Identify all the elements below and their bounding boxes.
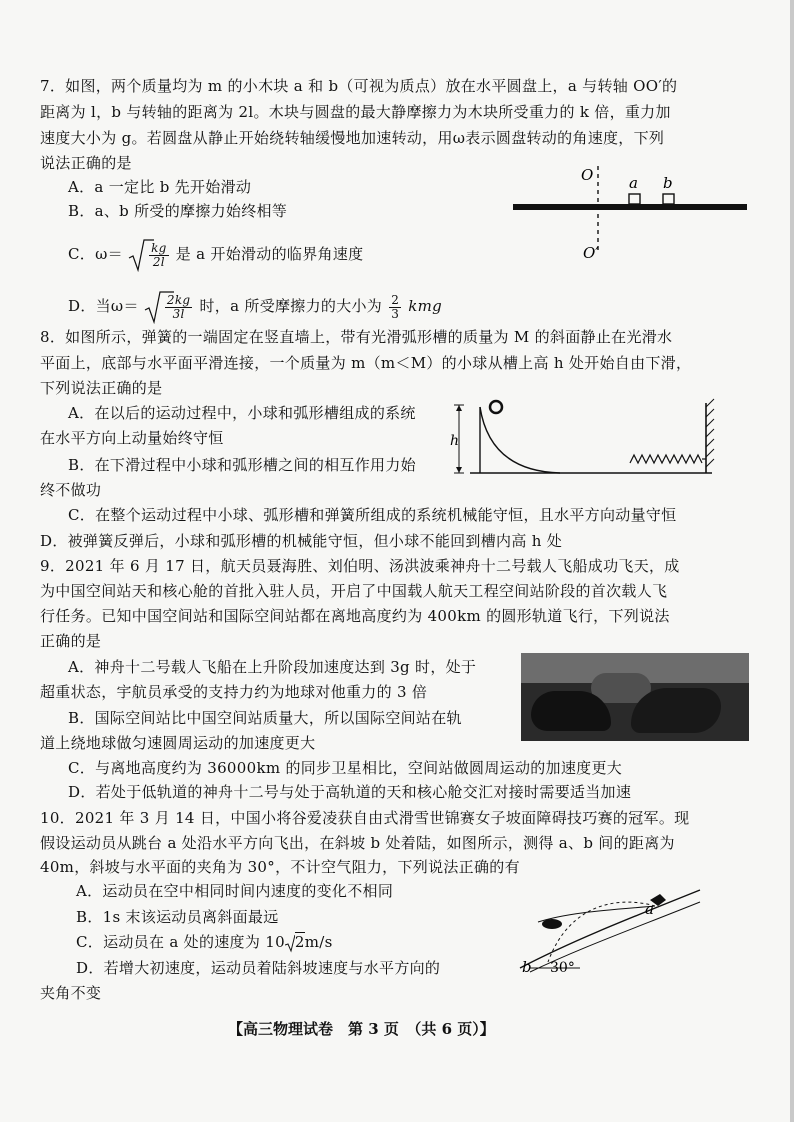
q10-fig-label-a: a [645,900,654,918]
q7-option-c [68,238,363,272]
q9-stem-line1: 9．2021 年 6 月 17 日，航天员聂海胜、刘伯明、汤洪波乘神舟十二号载人飞船成功飞天，成 [40,557,680,575]
q7-fig-label-a: a [629,174,638,192]
q10-ski-slope-figure [510,882,710,977]
q8-option-a-line1: A．在以后的运动过程中，小球和弧形槽组成的系统 [68,404,416,422]
q7-option-c-fraction [149,242,169,269]
q7-option-c-sqrt [128,238,171,272]
q7-option-c-numerator: kg [151,240,167,255]
q7-disc-figure [505,160,755,270]
q9-option-a-line1: A．神舟十二号载人飞船在上升阶段加速度达到 3g 时，处于 [68,658,477,676]
q7-option-d-coef-num: 2 [391,292,400,307]
q7-option-d-fraction [165,294,193,321]
q8-spring [630,455,702,463]
q10-option-c-radicand: 2 [294,933,305,951]
q9-option-c: C．与离地高度约为 36000km 的同步卫星相比，空间站做圆周运动的加速度更大 [68,759,623,777]
q7-option-b: B．a、b 所受的摩擦力始终相等 [68,202,288,220]
scan-edge [790,0,794,1122]
q8-option-b-line2: 终不做功 [40,481,102,499]
q10-option-a: A．运动员在空中相同时间内速度的变化不相同 [76,882,394,900]
q9-option-b-line2: 道上绕地球做匀速圆周运动的加速度更大 [40,734,316,752]
q8-option-d: D．被弹簧反弹后，小球和弧形槽的机械能守恒，但小球不能回到槽内高 h 处 [40,532,563,550]
q10-stem-line2: 假设运动员从跳台 a 处沿水平方向飞出，在斜坡 b 处着陆，如图所示，测得 a、b 间的距离为 [40,834,675,852]
q8-fig-label-h: h [450,433,460,449]
q10-stem-line3: 40m，斜坡与水平面的夹角为 30°，不计空气阻力，下列说法正确的有 [40,858,520,876]
q7-option-d-numerator: 2kg [166,292,191,307]
q7-option-a: A．a 一定比 b 先开始滑动 [68,178,252,196]
q7-fig-label-o-prime: O′ [583,244,599,262]
q7-stem-line2: 距离为 l，b 与转轴的距离为 2l。木块与圆盘的最大静摩擦力为木块所受重力的 k 倍，重力加 [40,103,671,121]
q7-option-c-denominator: 2l [152,254,165,269]
q7-stem-line3: 速度大小为 g。若圆盘从静止开始绕转轴缓慢地加速转动，用ω表示圆盘转动的角速度，下列 [40,129,665,147]
q7-option-d-coef-den: 3 [391,306,400,321]
q10-option-c-unit: m/s [304,933,333,951]
q8-stem-line1: 8．如图所示，弹簧的一端固定在竖直墙上，带有光滑弧形槽的质量为 M 的斜面静止在光滑水 [40,328,673,346]
q10-option-d-line1: D．若增大初速度，运动员着陆斜坡速度与水平方向的 [76,959,441,977]
q7-stem-line4: 说法正确的是 [40,154,132,172]
q9-option-b-line1: B．国际空间站比中国空间站质量大，所以国际空间站在轨 [68,709,462,727]
q7-option-d-suffix: kmg [408,297,443,315]
q7-option-c-suffix: 是 a 开始滑动的临界角速度 [175,245,364,263]
q9-stem-line4: 正确的是 [40,632,102,650]
page-footer: 【高三物理试卷 第 3 页 （共 6 页）】 [228,1020,495,1038]
q7-fig-label-o: O [581,166,594,184]
q9-option-a-line2: 超重状态，宇航员承受的支持力约为地球对他重力的 3 倍 [40,683,428,701]
q7-stem-line1: 7．如图，两个质量均为 m 的小木块 a 和 b（可视为质点）放在水平圆盘上，a 与转轴 OO′的 [40,77,678,95]
q7-option-d [68,290,442,324]
q8-stem-line3: 下列说法正确的是 [40,379,163,397]
q8-arc-slot-figure [450,393,720,483]
q7-option-d-middle: 时，a 所受摩擦力的大小为 [199,297,383,315]
q10-option-c-prefix: C．运动员在 a 处的速度为 10 [76,933,285,951]
q8-option-c: C．在整个运动过程中小球、弧形槽和弹簧所组成的系统机械能守恒，且水平方向动量守恒 [68,506,677,524]
q8-option-a-line2: 在水平方向上动量始终守恒 [40,429,224,447]
q10-option-b: B．1s 末该运动员离斜面最远 [76,908,279,926]
q7-fig-label-b: b [663,174,673,192]
q9-space-station-photo [521,653,749,741]
q9-option-d: D．若处于低轨道的神舟十二号与处于高轨道的天和核心舱交汇对接时需要适当加速 [68,783,632,801]
q7-option-d-sqrt [144,290,195,324]
q7-option-d-coefficient [389,294,401,321]
q8-stem-line2: 平面上，底部与水平面平滑连接，一个质量为 m（m＜M）的小球从槽上高 h 处开始自由下滑， [40,354,692,372]
q7-option-d-denominator: 3l [172,306,185,321]
q10-option-d-line2: 夹角不变 [40,984,102,1002]
q10-stem-line1: 10．2021 年 3 月 14 日，中国小将谷爱凌获自由式滑雪世锦赛女子坡面障碍技巧赛的冠军。现 [40,809,690,827]
q8-ball [490,401,502,413]
q8-option-b-line1: B．在下滑过程中小球和弧形槽之间的相互作用力始 [68,456,416,474]
q9-stem-line2: 为中国空间站天和核心舱的首批入驻人员，开启了中国载人航天工程空间站阶段的首次载人飞 [40,582,668,600]
q9-stem-line3: 行任务。已知中国空间站和国际空间站都在离地高度约为 400km 的圆形轨道飞行，下列说法 [40,607,670,625]
q10-fig-label-angle: 30° [550,960,575,976]
sqrt-sign-icon [285,933,295,953]
q7-option-d-prefix: D．当ω＝ [68,297,139,315]
q7-option-c-prefix: C．ω＝ [68,245,123,263]
q10-option-c [76,932,333,953]
q10-fig-label-b: b [522,958,532,976]
